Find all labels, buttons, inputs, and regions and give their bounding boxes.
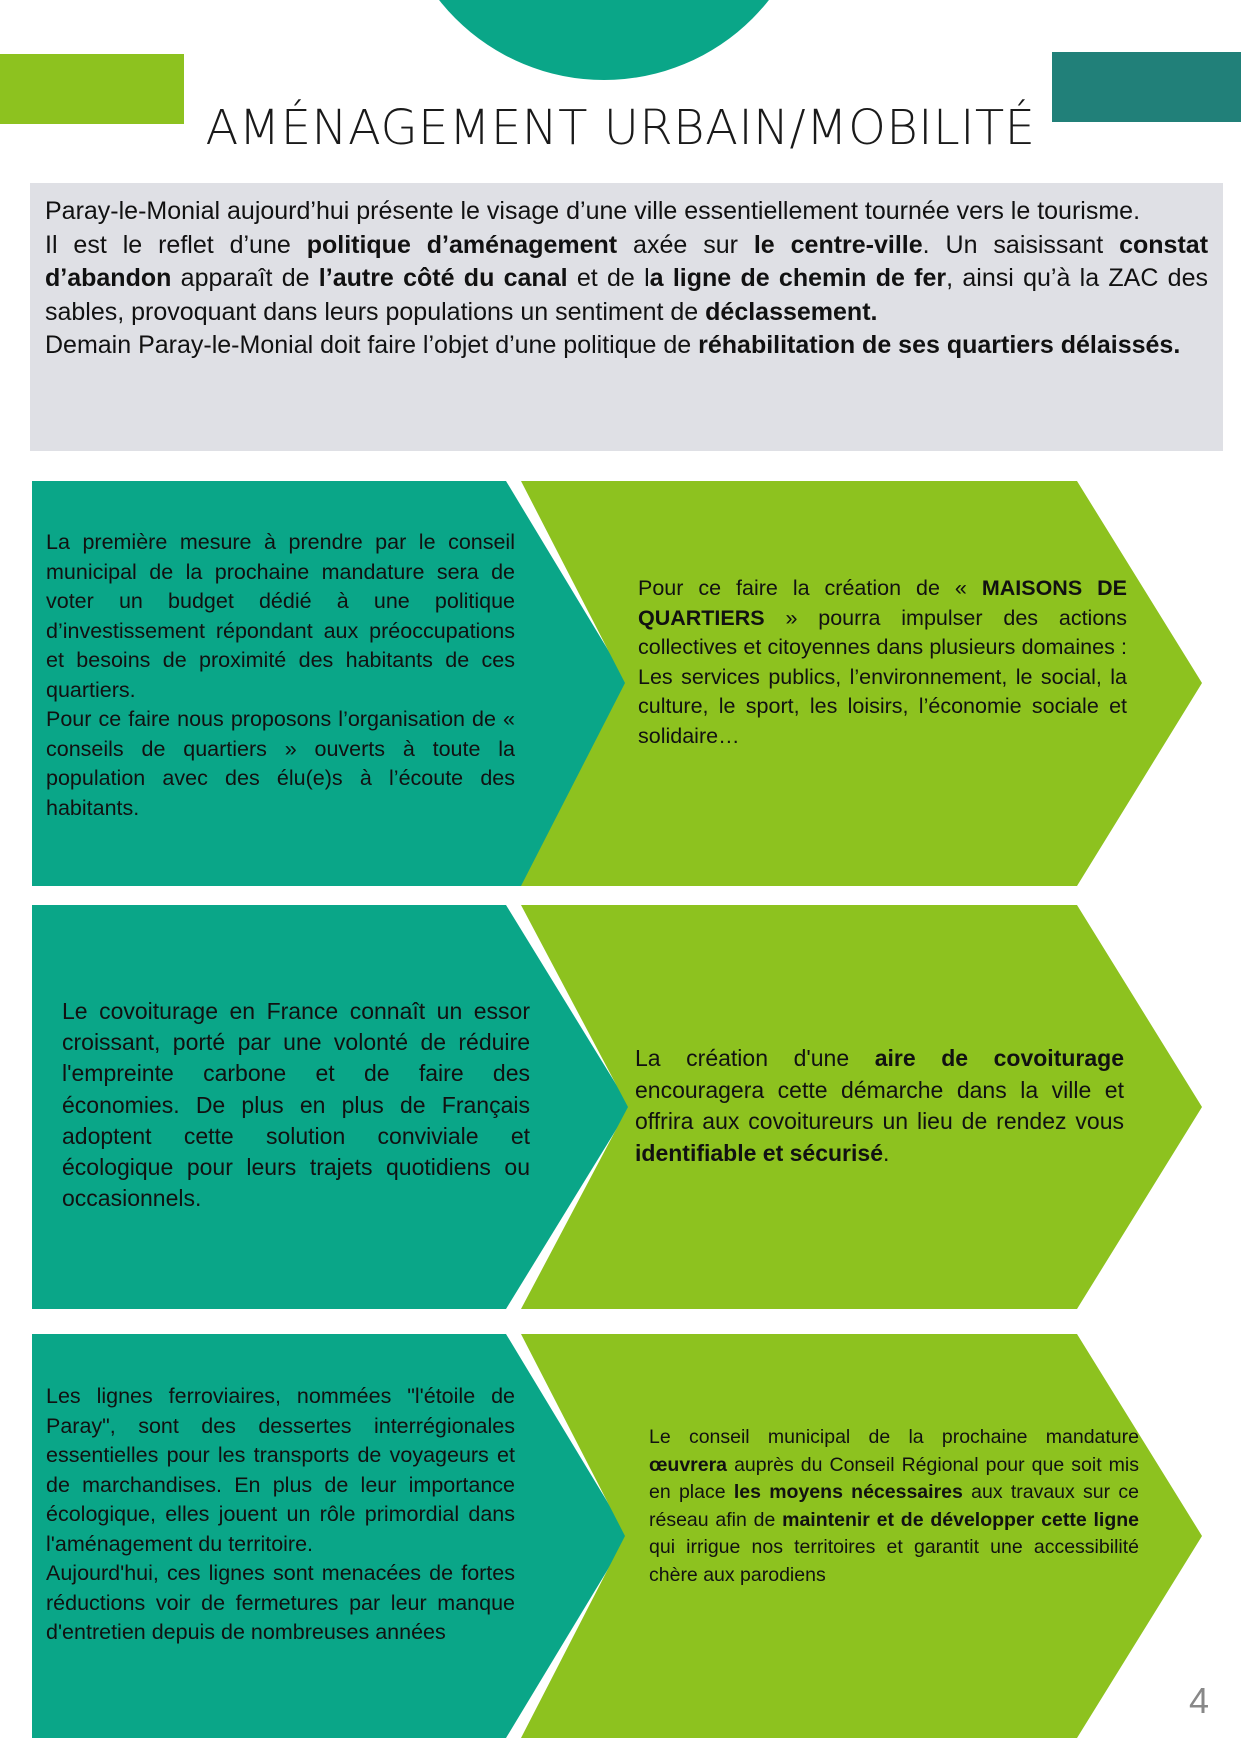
emphasis: politique d’aménagement	[306, 230, 618, 259]
block2-left-paragraph: Le covoiturage en France connaît un essor croissant, porté par une volonté de réduire l'empreinte carbone et de faire des économies. De plus en plus de Français adoptent cette solution conviviale et écologique pour leurs trajets quotidiens ou occasionnels.	[62, 998, 530, 1212]
emphasis: a ligne de chemin de fer	[649, 264, 947, 292]
block1-left-paragraph-1: La première mesure à prendre par le conseil municipal de la prochaine mandature sera de voter un budget dédié à une politique d’investissement répondant aux préoccupations et besoins de proximité des habitants de ces quartiers.	[46, 530, 515, 702]
block3-left-paragraph-2: Aujourd'hui, ces lignes sont menacées de fortes réductions voir de fermetures par leur manque d'entretien depuis de nombreuses années	[46, 1561, 515, 1644]
emphasis: identifiable et sécurisé	[635, 1139, 883, 1166]
text: auprès du Conseil Régional pour que soit mis en place	[649, 1453, 1139, 1504]
block3-right-text	[649, 1424, 1139, 1590]
page-title: AMÉNAGEMENT URBAIN/MOBILITÉ	[205, 100, 1036, 156]
text: qui irrigue nos territoires et garantit une accessibilité chère aux parodiens	[649, 1536, 1139, 1586]
emphasis: maintenir et de développer cette ligne	[782, 1508, 1139, 1531]
block3-left-paragraph-1: Les lignes ferroviaires, nommées "l'étoile de Paray", sont des dessertes interrégionales essentielles pour les transports de voyageurs et de marchandises. En plus de leur importance écologique, elles jouent un rôle primordial dans l'aménagement du territoire.	[46, 1384, 515, 1556]
text: Il est le reflet d’une	[45, 230, 307, 259]
emphasis: les moyens nécessaires	[733, 1481, 963, 1504]
text: Le conseil municipal de la prochaine mandature	[649, 1426, 1139, 1448]
text: et de l	[567, 264, 650, 292]
emphasis: aire de covoiturage	[874, 1045, 1124, 1071]
page-number: 4	[1188, 1680, 1209, 1721]
text: Demain Paray-le-Monial doit faire l’objet d’une politique de	[45, 331, 699, 359]
text: .	[882, 1139, 890, 1166]
text: Pour ce faire la création de «	[638, 576, 982, 600]
text: La création d'une	[635, 1045, 875, 1071]
block3-right-paragraph	[649, 1424, 1139, 1590]
text: aux travaux sur ce réseau afin de	[649, 1481, 1139, 1531]
emphasis: le centre-ville	[753, 230, 923, 259]
emphasis: constat d’abandon	[45, 230, 1209, 292]
text: » pourra impulser des actions collectives et citoyennes dans plusieurs domaines : Les services publics, l’environnement, le social, la culture, le sport, les loisirs, l’économie sociale et solidaire…	[638, 605, 1127, 748]
intro-paragraph-1: Paray-le-Monial aujourd’hui présente le visage d’une ville essentiellement tournée vers le tourisme.	[45, 197, 1141, 225]
text: encouragera cette démarche dans la ville et offrira aux covoitureurs un lieu de rendez vous	[635, 1076, 1124, 1134]
emphasis: l’autre côté du canal	[318, 264, 568, 292]
text: apparaît de	[171, 264, 319, 292]
block2-left-text	[62, 996, 530, 1214]
block3-left-text	[46, 1382, 515, 1648]
block1-left-paragraph-2: Pour ce faire nous proposons l’organisation de « conseils de quartiers » ouverts à toute la population avec des élu(e)s à l’écoute des habitants.	[46, 707, 515, 820]
block2-right-paragraph	[635, 1043, 1124, 1169]
text: , ainsi qu’à la ZAC des sables, provoquant dans leurs populations un sentiment de	[45, 264, 1208, 326]
block1-left-text	[46, 528, 515, 823]
text: . Un saisissant	[922, 230, 1120, 259]
text: axée sur	[617, 230, 754, 259]
emphasis: œuvrera	[649, 1453, 728, 1476]
block1-right-text	[638, 574, 1127, 751]
block1-right-paragraph	[638, 574, 1127, 751]
block2-right-text	[635, 1043, 1124, 1169]
emphasis: déclassement.	[705, 297, 878, 326]
emphasis: réhabilitation de ses quartiers délaissés.	[698, 331, 1181, 359]
emphasis: MAISONS DE QUARTIERS	[638, 576, 1128, 630]
